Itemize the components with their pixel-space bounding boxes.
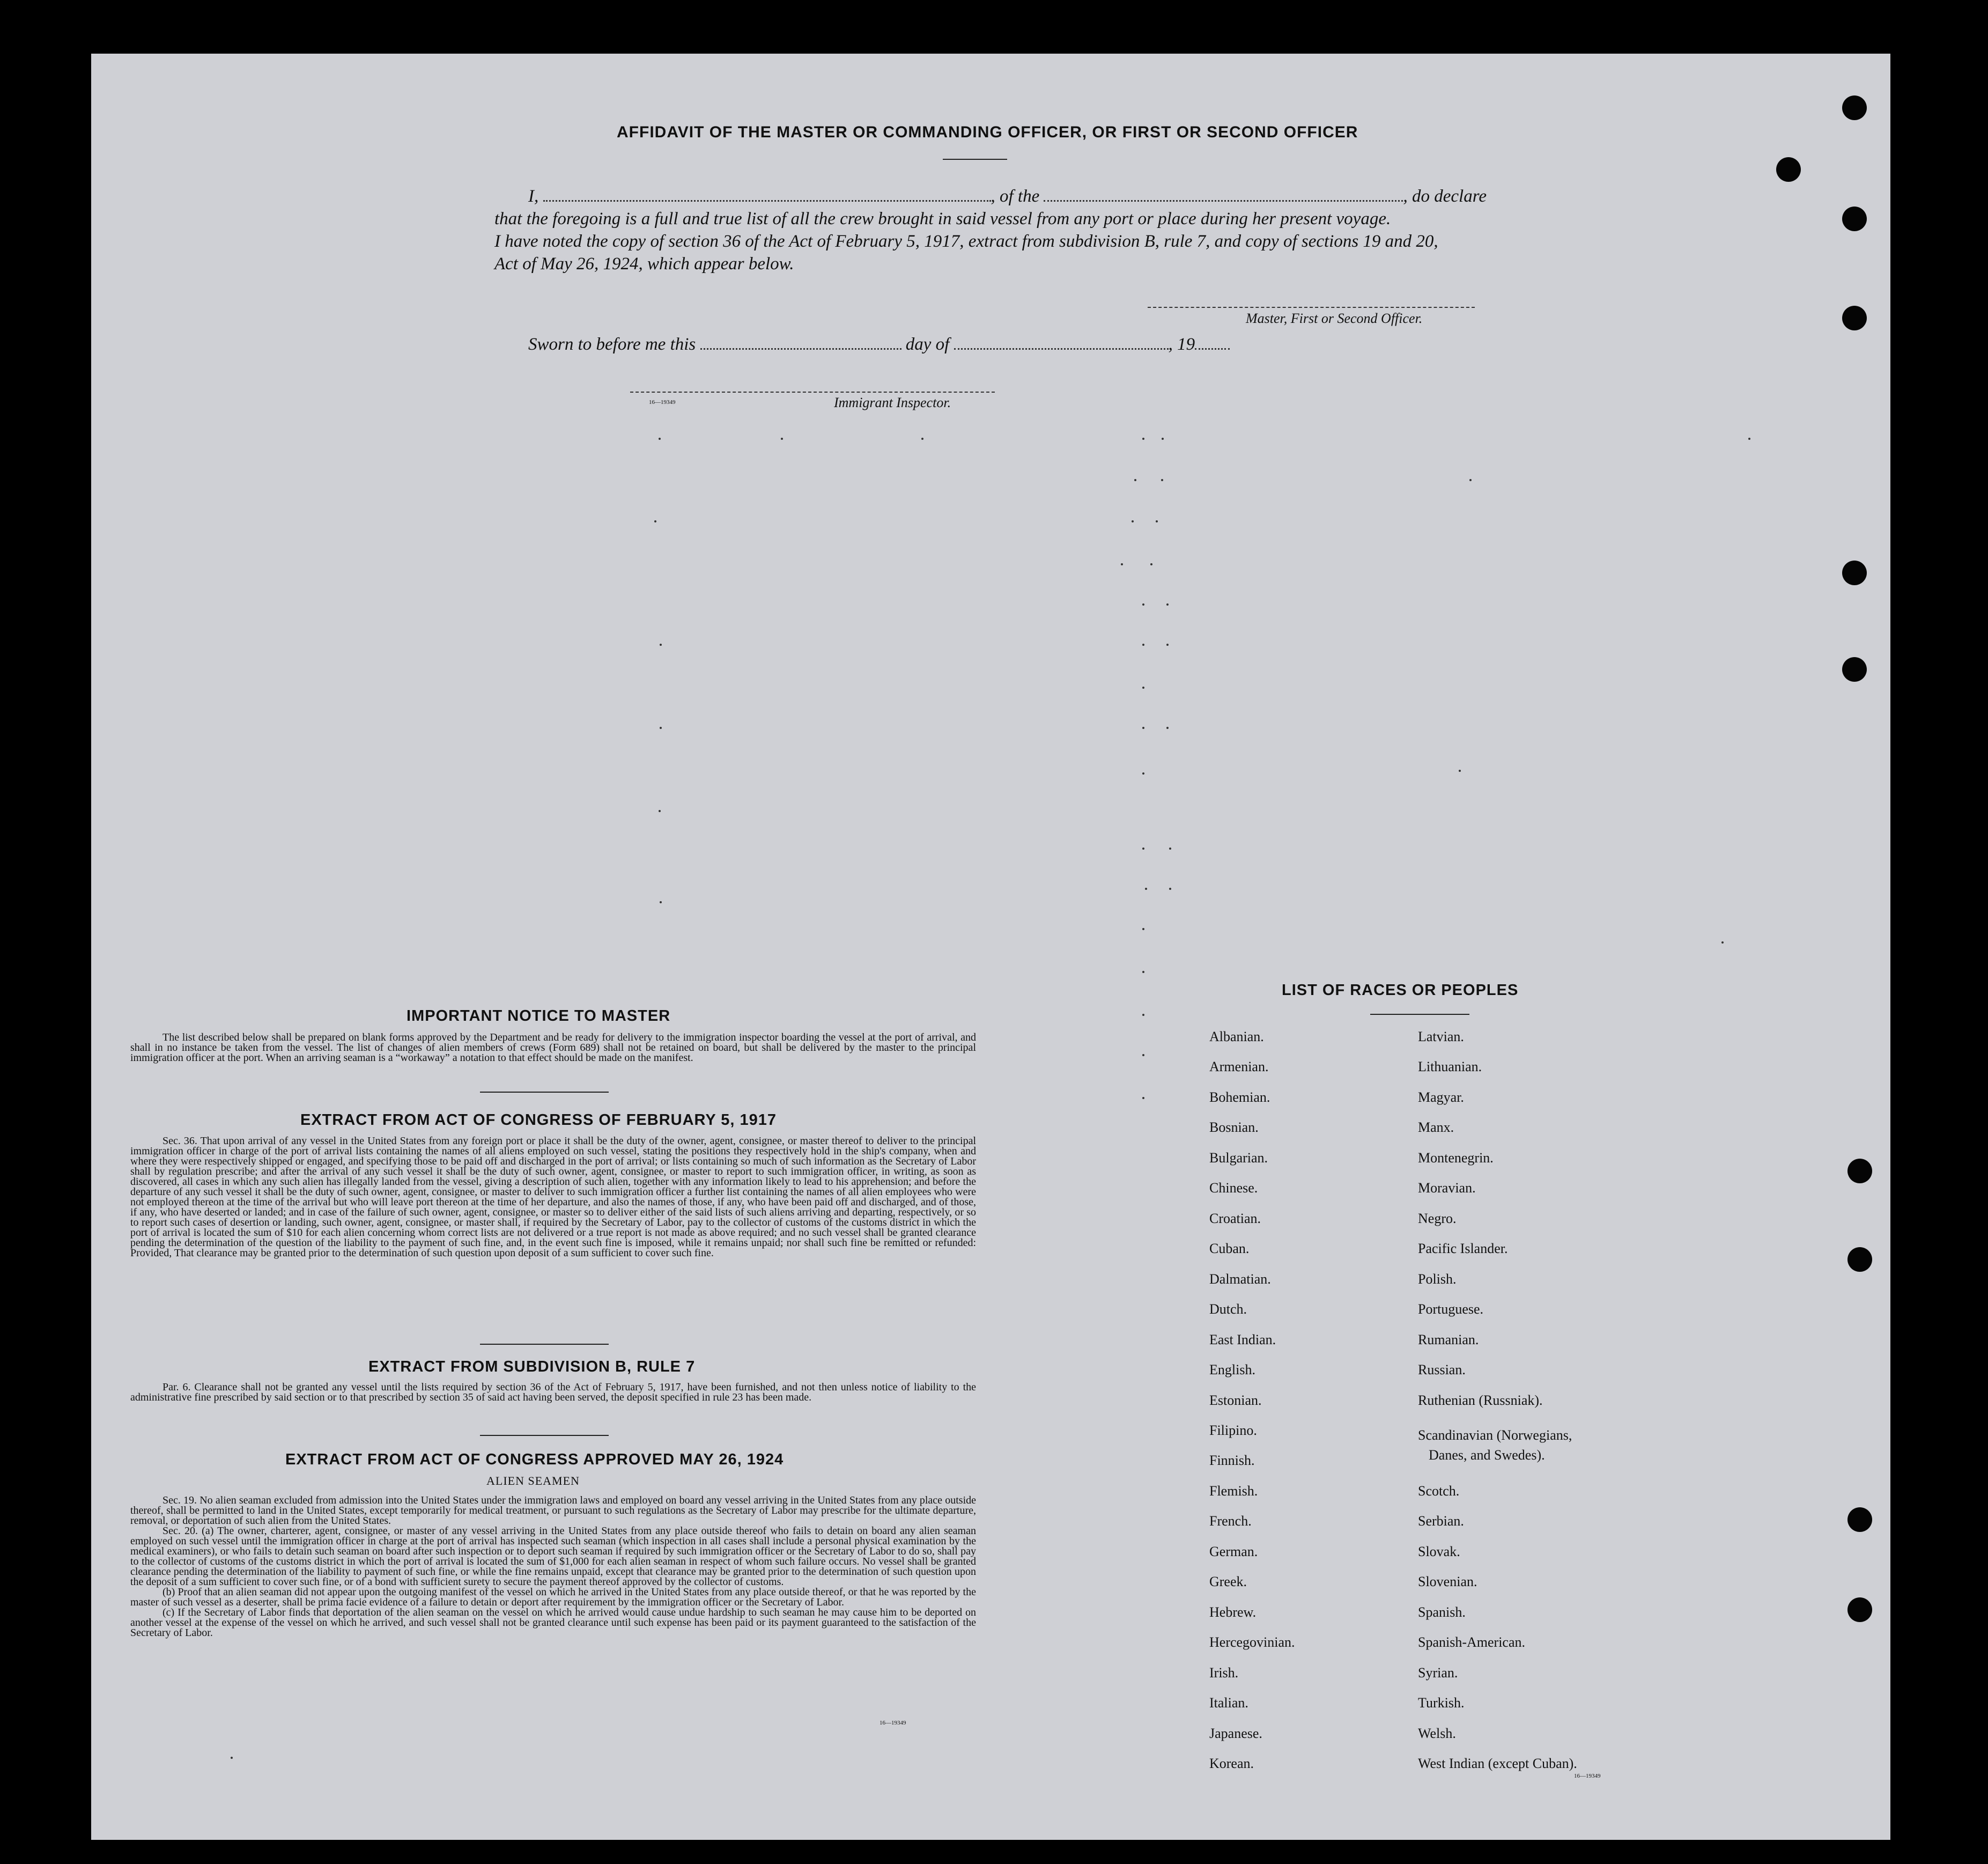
affidavit-line-2: that the foregoing is a full and true list of all the crew brought in said vessel from any port or place during her present voyage.: [494, 209, 1391, 229]
scan-speck: [1721, 941, 1724, 944]
sec20c-text: (c) If the Secretary of Labor finds that deportation of the alien seaman on the vessel on which he arrived would cause undue hardship to such seaman he may cause him to be deported on another vessel at the expense of the vessel on which he arrived, and such vessel shall not be granted clearance until such expense has been paid or its payment guaranteed to the satisfaction of the Secretary of Labor.: [130, 1607, 976, 1639]
scan-speck: [921, 438, 923, 440]
scan-speck: [660, 644, 662, 646]
scan-speck: [1169, 888, 1171, 890]
race-item: Pacific Islander.: [1418, 1241, 1508, 1256]
scan-speck: [1142, 603, 1144, 606]
race-item: Korean.: [1209, 1756, 1254, 1771]
name-blank: [543, 188, 991, 202]
race-item: West Indian (except Cuban).: [1418, 1756, 1577, 1771]
scan-speck: [659, 438, 661, 440]
scan-speck: [1142, 971, 1144, 973]
scan-speck: [1169, 848, 1171, 850]
race-item: Hebrew.: [1209, 1604, 1257, 1620]
scan-speck: [1145, 888, 1147, 890]
race-item: Japanese.: [1209, 1726, 1262, 1741]
notice-body: The list described below shall be prepared on blank forms approved by the Department and be ready for delivery to the immigration inspector boarding the vessel at the port of arrival, and shall in no instance be taken from the vessel. The list of changes of alien members of crews (Form 689) shall not be retained on board, but shall be delivered by the master to the principal immigration officer at the port. When an arriving seaman is a “workaway” a notation to that effect should be made on the manifest.: [130, 1032, 976, 1064]
race-item: Dutch.: [1209, 1301, 1247, 1317]
extract-form-code: 16—19349: [880, 1720, 906, 1726]
sec20b-text: (b) Proof that an alien seaman did not appear upon the outgoing manifest of the vessel on which he arrived in the United States from any place outside thereof, or that he was reported by the master of such vessel as a deserter, shall be prima facie evidence of a failure to detain or deport after requirement by the immigration officer or the Secretary of Labor.: [130, 1586, 976, 1608]
title-rule: [943, 159, 1007, 160]
master-signature-label: Master, First or Second Officer.: [1246, 311, 1423, 326]
scan-speck: [1142, 772, 1144, 775]
race-item: Polish.: [1418, 1271, 1457, 1287]
binder-hole: [1847, 1247, 1872, 1272]
scan-speck: [1134, 479, 1136, 481]
sworn-day-of: day of: [905, 335, 950, 354]
binder-hole: [1842, 306, 1867, 330]
rule7-body: Par. 6. Clearance shall not be granted any vessel until the lists required by section 36 of the Act of February 5, 1917, have been furnished, and not then unless notice of liability to the administrative fine prescribed by said section or to that prescribed by section 35 of said act having been served, the deposit specified in rule 23 has been made.: [130, 1381, 976, 1403]
race-item: East Indian.: [1209, 1332, 1276, 1347]
scan-speck: [1156, 520, 1158, 522]
race-item: Moravian.: [1418, 1180, 1476, 1196]
scan-speck: [1166, 727, 1169, 729]
affidavit-line-1: [528, 185, 1487, 208]
scan-speck: [660, 727, 662, 729]
scan-speck: [1748, 438, 1750, 440]
scan-speck: [1142, 1014, 1144, 1016]
rule7-title: EXTRACT FROM SUBDIVISION B, RULE 7: [368, 1358, 696, 1375]
scan-speck: [1142, 644, 1144, 646]
race-item: Greek.: [1209, 1574, 1247, 1589]
scan-speck: [781, 438, 783, 440]
race-item: Rumanian.: [1418, 1332, 1479, 1347]
scan-speck: [1142, 1097, 1144, 1099]
scan-speck: [1121, 563, 1123, 565]
race-item: Spanish.: [1418, 1604, 1466, 1620]
extract-1924-title: EXTRACT FROM ACT OF CONGRESS APPROVED MAY 26, 1924: [285, 1451, 784, 1468]
affidavit-line-3: I have noted the copy of section 36 of the Act of February 5, 1917, extract from subdivision B, rule 7, and copy of sections 19 and 20,: [494, 232, 1438, 251]
binder-hole: [1847, 1159, 1872, 1183]
sworn-month-blank: [954, 336, 1169, 350]
master-signature-line: [1148, 307, 1475, 308]
scan-speck: [1142, 438, 1144, 440]
race-item: Serbian.: [1418, 1513, 1464, 1529]
scan-speck: [1150, 563, 1152, 565]
race-item: Chinese.: [1209, 1180, 1258, 1196]
sworn-line: [528, 333, 1230, 356]
sworn-day-blank: [700, 336, 901, 350]
extract-1917-title: EXTRACT FROM ACT OF CONGRESS OF FEBRUARY 5, 1917: [300, 1111, 777, 1129]
notice-rule: [480, 1092, 609, 1093]
race-item: Dalmatian.: [1209, 1271, 1271, 1287]
race-item: Slovenian.: [1418, 1574, 1477, 1589]
scan-speck: [654, 520, 656, 522]
scan-speck: [660, 901, 662, 903]
race-item: Ruthenian (Russniak).: [1418, 1393, 1543, 1408]
rule7-rule: [480, 1435, 609, 1436]
race-item: Irish.: [1209, 1665, 1239, 1681]
race-item: Bulgarian.: [1209, 1150, 1268, 1166]
race-item: Latvian.: [1418, 1029, 1464, 1044]
binder-hole: [1842, 207, 1867, 231]
race-item: Flemish.: [1209, 1483, 1258, 1499]
race-item: Montenegrin.: [1418, 1150, 1494, 1166]
scan-speck: [1162, 438, 1164, 440]
vessel-blank: [1044, 188, 1403, 202]
sworn-year: , 19: [1168, 335, 1195, 354]
scan-speck: [1142, 848, 1144, 850]
race-item: Albanian.: [1209, 1029, 1264, 1044]
race-item: Scotch.: [1418, 1483, 1460, 1499]
scan-speck: [1161, 479, 1163, 481]
race-item: Croatian.: [1209, 1211, 1261, 1226]
races-rule: [1370, 1014, 1469, 1015]
line1-of-the: , of the: [991, 187, 1040, 206]
race-item: Bohemian.: [1209, 1089, 1270, 1105]
scan-speck: [231, 1757, 233, 1759]
scan-speck: [1142, 727, 1144, 729]
line1-declare: , do declare: [1403, 187, 1487, 206]
binder-hole: [1776, 157, 1801, 182]
notice-title: IMPORTANT NOTICE TO MASTER: [407, 1007, 671, 1025]
scan-speck: [1142, 928, 1144, 930]
race-item: Armenian.: [1209, 1059, 1269, 1074]
document-page: [91, 54, 1890, 1840]
race-item: Slovak.: [1418, 1544, 1460, 1559]
binder-hole: [1847, 1507, 1872, 1532]
alien-seamen-subtitle: ALIEN SEAMEN: [486, 1474, 580, 1487]
extract-1917-body: Sec. 36. That upon arrival of any vessel in the United States from any foreign port or place it shall be the duty of the owner, agent, consignee, or master thereof to deliver to the principal immigration officer in charge of the port of arrival lists containing the names of all aliens employed on such vessel, stating the positions they respectively hold in the ship's company, when and where they were respectively shipped or engaged, and specifying those to be paid off and discharged in the port of arrival; or lists containing so much of such information as the Secretary of Labor shall by regulation prescribe; and after the arrival of any such vessel it shall be the duty of such owner, agent, consignee, or master to report to such immigration officer, in writing, as soon as discovered, all cases in which any such alien has illegally landed from the vessel, giving a description of such alien, together with any information likely to lead to his apprehension; and before the departure of any such vessel it shall be the duty of such owner, agent, consignee, or master to deliver to such immigration officer a further list containing the names of all alien employees who were not employed thereon at the time of the arrival but who will leave port thereon at the time of her departure, and also the names of those, if any, who have been paid off and discharged, and of those, if any, who have deserted or landed; and in case of the failure of such owner, agent, consignee, or master so to deliver either of the said lists of such aliens arriving and departing, respectively, or so to report such cases of desertion or landing, such owner, agent, consignee, or master shall, if required by the Secretary of Labor, pay to the collector of customs of the customs district in which the port of arrival is located the sum of $10 for each alien concerning whom correct lists are not delivered or a true report is not made as above required; and no such vessel shall be granted clearance pending the determination of the question of the liability to the payment of such fine, and, in the event such fine is imposed, while it remains unpaid; nor shall such fine be remitted or refunded: Provided, That clearance may be granted prior to the determination of such question upon deposit of a sum sufficient to cover such fine.: [130, 1135, 976, 1259]
race-item: Syrian.: [1418, 1665, 1458, 1681]
race-item: Manx.: [1418, 1119, 1454, 1135]
race-item: Turkish.: [1418, 1695, 1465, 1711]
scan-speck: [1132, 520, 1134, 522]
scan-speck: [1469, 479, 1472, 481]
race-item: Negro.: [1418, 1211, 1457, 1226]
affidavit-line-4: Act of May 26, 1924, which appear below.: [494, 254, 794, 274]
race-item: Russian.: [1418, 1362, 1466, 1377]
extract-1917-rule: [480, 1344, 609, 1345]
binder-hole: [1842, 657, 1867, 682]
scan-speck: [1459, 770, 1461, 772]
race-item: Magyar.: [1418, 1089, 1464, 1105]
race-item: Danes, and Swedes).: [1429, 1447, 1545, 1463]
race-item: Hercegovinian.: [1209, 1634, 1295, 1650]
binder-hole: [1847, 1597, 1872, 1622]
scan-speck: [1142, 687, 1144, 689]
race-item: Italian.: [1209, 1695, 1248, 1711]
inspector-label: Immigrant Inspector.: [834, 395, 951, 410]
scan-speck: [1142, 1054, 1144, 1056]
races-form-code: 16—19349: [1574, 1773, 1601, 1779]
inspector-signature-line: [630, 392, 995, 393]
race-item: Bosnian.: [1209, 1119, 1259, 1135]
race-item: German.: [1209, 1544, 1258, 1559]
line1-i: I,: [528, 187, 539, 206]
binder-hole: [1842, 561, 1867, 585]
binder-hole: [1842, 95, 1867, 120]
race-item: Estonian.: [1209, 1393, 1262, 1408]
affidavit-title: AFFIDAVIT OF THE MASTER OR COMMANDING OFFICER, OR FIRST OR SECOND OFFICER: [617, 123, 1358, 141]
scan-speck: [1166, 644, 1169, 646]
affidavit-form-code: 16—19349: [649, 399, 676, 406]
race-item: Lithuanian.: [1418, 1059, 1482, 1074]
sec20a-text: Sec. 20. (a) The owner, charterer, agent, consignee, or master of any vessel arriving in the United States from any place outside thereof who fails to detain on board any alien seaman employed on such vessel until the immigration officer in charge at the port of arrival has inspected such seaman (which inspection in all cases shall include a personal physical examination by the medical examiners), or who fails to detain such seaman on board after such inspection or to deport such seaman if required by such immigration officer or the Secretary of Labor to do so, shall pay to the collector of customs of the customs district in which the port of arrival is located the sum of $1,000 for each alien seaman in respect of whom such failure occurs. No vessel shall be granted clearance pending the determination of the liability to payment of such fine, or while the fine remains unpaid, except that clearance may be granted prior to the determination of such question upon the deposit of a sum sufficient to cover such fine, or of a bond with sufficient surety to secure the payment thereof approved by the collector of customs.: [130, 1525, 976, 1588]
extract-1924-body: [130, 1495, 976, 1638]
sworn-year-blank: [1195, 336, 1230, 350]
race-item: Spanish-American.: [1418, 1634, 1526, 1650]
race-item: Cuban.: [1209, 1241, 1250, 1256]
sworn-prefix: Sworn to before me this: [528, 335, 696, 354]
race-item: Welsh.: [1418, 1726, 1456, 1741]
race-item: Finnish.: [1209, 1453, 1255, 1468]
race-item: French.: [1209, 1513, 1252, 1529]
race-item: Filipino.: [1209, 1423, 1257, 1438]
races-title: LIST OF RACES OR PEOPLES: [1282, 982, 1519, 999]
race-item: Scandinavian (Norwegians,: [1418, 1427, 1572, 1443]
sec19-text: Sec. 19. No alien seaman excluded from admission into the United States under the immigration laws and employed on board any vessel arriving in the United States from any place outside thereof, shall be permitted to land in the United States, except temporarily for medical treatment, or pursuant to such regulations as the Secretary of Labor may prescribe for the ultimate departure, removal, or deportation of such alien from the United States.: [130, 1494, 976, 1527]
scan-speck: [1166, 603, 1169, 606]
race-item: Portuguese.: [1418, 1301, 1484, 1317]
scan-speck: [659, 810, 661, 812]
race-item: English.: [1209, 1362, 1255, 1377]
